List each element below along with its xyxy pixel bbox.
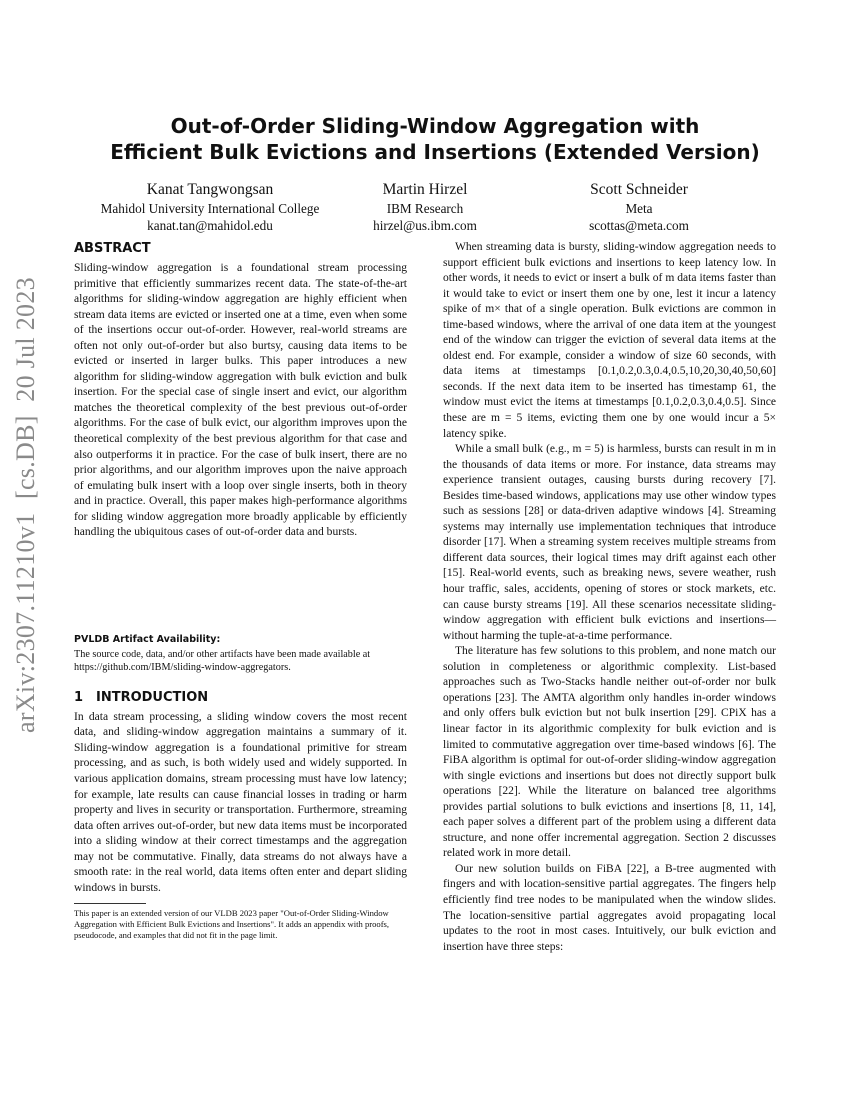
arxiv-identifier: arXiv:2307.11210v1 [cs.DB] 20 Jul 2023 [11, 277, 40, 733]
author-affiliation: Mahidol University International College [100, 201, 320, 216]
author-name: Martin Hirzel [382, 181, 468, 198]
author-name: Kanat Tangwongsan [146, 181, 274, 198]
artifact-heading: PVLDB Artifact Availability: [74, 633, 221, 645]
paper-title [90, 113, 780, 165]
body-paragraph: The literature has few solutions to this problem, and none match our solution in completeness or algorithmic complexity. List-based approaches such as Two-Stacks handle neither out-of-order nor bulk operations [23]. The AMTA algorithm only handles in-order windows and only offers bulk eviction but not bulk insertion [29]. CPiX has a linear factor in its algorithmic complexity for bulk eviction and is limited to commutative aggregation over time-based windows [6]. The FiBA algorithm is optimal for out-of-order sliding-window aggregation with single evictions and insertions but does not directly support bulk operations [22]. While the literature on balanced tree algorithms provides partial solutions to bulk evictions and insertions [8, 11, 14], each paper solves a different part of the problem using a different data structure, and none offer incremental aggregation. Section 2 discusses related work in more detail. [443, 645, 776, 860]
title-line-1: Out-of-Order Sliding-Window Aggregation with [170, 114, 700, 138]
introduction-heading [74, 689, 407, 706]
artifact-text: The source code, data, and/or other artifacts have been made available at https://github.com/IBM/sliding-window-aggregators. [74, 648, 371, 674]
abstract-text: Sliding-window aggregation is a foundational stream processing primitive that efficiently summarizes recent data. The state-of-the-art algorithms for sliding-window aggregation are highly efficient when stream data items are evicted or inserted one at a time, even when some of the insertions occur out-of-order. However, real-world streams are often not only out-of-order but also burtsy, causing data items to be evicted or inserted in larger bulks. This paper introduces a new algorithm for sliding-window aggregation with bulk eviction and bulk insertion. For the special case of single insert and evict, our algorithm matches the theoretical complexity of the best previous out-of-order algorithms. For the case of bulk evict, our algorithm improves upon the theoretical complexity of the best previous algorithm for that case and also outperforms it in practice. For the case of bulk insert, there are no prior algorithms, and our algorithm improves upon the naive approach of emulating bulk insert with a loop over single inserts, both in theory and in practice. Overall, this paper makes high-performance algorithms for sliding window aggregation more broadly applicable by efficiently handling the ubiquitous cases of out-of-order data and bursts. [74, 262, 407, 539]
author-email: scottas@meta.com [589, 218, 689, 233]
author-affiliation: Meta [625, 201, 653, 216]
body-paragraph: When streaming data is bursty, sliding-window aggregation needs to support efficient bulk evictions and insertions to keep latency low. In other words, it needs to evict or insert a bulk of m data items faster than it would take to evict or insert them one by one, lest it incur a latency spike of m× that of a single operation. Bulk evictions are common in time-based windows, where the arrival of one data item at the youngest end of the window can trigger the eviction of several data items at the oldest end. For example, consider a window of size 60 seconds, with data items at timestamps [0.1,0.2,0.3,0.4,0.5,10,20,30,40,50,60] seconds. If the next data item to be inserted has timestamp 61, the window must evict the items at timestamps [0.1,0.2,0.3,0.4,0.5]. Since these are m = 5 items, evicting them one by one would incur a 5× latency spike. [443, 241, 776, 440]
author-block [509, 180, 769, 234]
footnote-text: This paper is an extended version of our VLDB 2023 paper "Out-of-Order Sliding-Window Aggregation with Efficient Bulk Evictions and Insertions". It adds an appendix with proofs, pseudocode, and examples that did not fit in the page limit. [74, 908, 390, 940]
footnote-rule [74, 903, 146, 904]
section-title: INTRODUCTION [96, 689, 209, 705]
author-name: Scott Schneider [590, 181, 688, 198]
author-email: hirzel@us.ibm.com [373, 218, 477, 233]
title-line-2: Efficient Bulk Evictions and Insertions (Extended Version) [110, 140, 760, 164]
author-affiliation: IBM Research [386, 201, 464, 216]
footnote [74, 903, 407, 941]
introduction-text: In data stream processing, a sliding window covers the most recent data, and sliding-window aggregation maintains a summary of it. Sliding-window aggregation is a foundational primitive for stream processing, and as such, is both widely used and widely supported. In various application domains, stream processing must have low latency; for example, late results can cause financial losses in trading or harm property and lives in security or transportation. Furthermore, streaming data often arrives out-of-order, but new data items must be incorporated into a sliding window at their correct timestamps and the aggregation may not be commutative. Finally, data streams do not always have a smooth rate: in the real world, data items often enter and depart sliding windows in bursts. [74, 710, 407, 894]
left-column [74, 240, 407, 896]
arxiv-sidebar [6, 277, 46, 733]
abstract-heading: ABSTRACT [74, 241, 151, 256]
right-column [443, 240, 776, 955]
author-email: kanat.tan@mahidol.edu [147, 218, 273, 233]
body-paragraph: While a small bulk (e.g., m = 5) is harmless, bursts can result in m in the thousands of data items or more. For instance, data streams may experience transient outages, causing bursts during recovery [7]. Besides time-based windows, applications may use other window types such as sessions [28] or data-driven adaptive windows [4]. Streaming systems may internally use implementation techniques that introduce disorder [17]. When a streaming system receives multiple streams from different data sources, their logical times may drift against each other [15]. Real-world events, such as breaking news, severe weather, rush hour traffic, sales, accidents, opening of stores or stock markets, etc. can cause bursty streams [19]. All these scenarios necessitate sliding-window aggregation with efficient bulk evictions and insertions—without harming the tuple-at-a-time performance. [443, 443, 776, 642]
artifact-availability [74, 633, 407, 675]
section-number: 1 [74, 689, 84, 705]
body-paragraph: Our new solution builds on FiBA [22], a B-tree augmented with fingers and with location-sensitive partial aggregates. The fingers help efficiently find tree nodes to be manipulated when the window slides. The location-sensitive partial aggregates avoid propagating local updates to the root in most cases. Intuitively, our bulk eviction and insertion have three steps: [443, 862, 776, 953]
introduction-section [74, 689, 407, 897]
